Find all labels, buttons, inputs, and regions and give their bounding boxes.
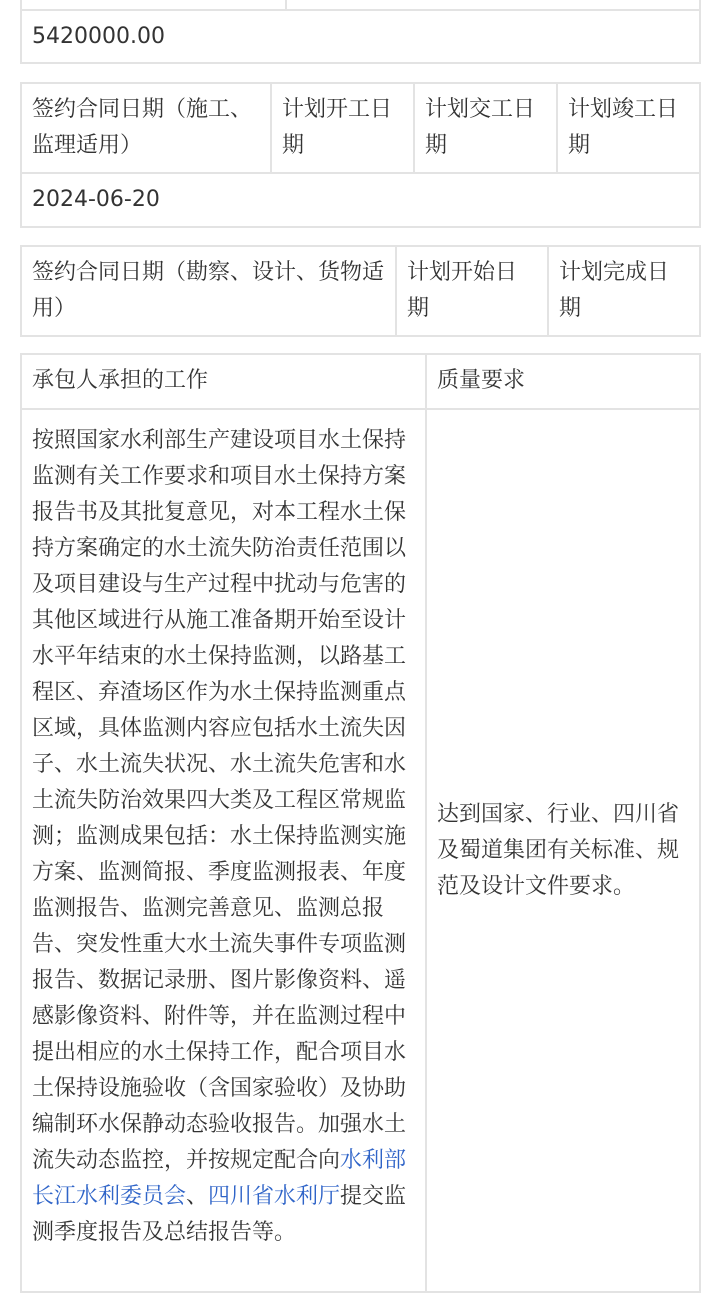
contract-date-header: 签约合同日期（施工、监理适用） bbox=[21, 83, 271, 173]
contract-date-header: 签约合同日期（勘察、设计、货物适用） bbox=[21, 246, 396, 336]
planned-start-header: 计划开工日期 bbox=[271, 83, 414, 173]
table-header-row bbox=[21, 246, 700, 336]
work-scope-table bbox=[20, 353, 701, 1293]
table-header-row bbox=[21, 354, 700, 409]
work-header: 承包人承担的工作 bbox=[21, 354, 426, 409]
link-sichuan-water-dept[interactable]: 四川省水利厅 bbox=[208, 1184, 341, 1209]
work-description bbox=[21, 409, 426, 1292]
table-row bbox=[21, 10, 700, 63]
contract-amount-value: 5420000.00 bbox=[21, 10, 700, 63]
quality-requirement: 达到国家、行业、四川省及蜀道集团有关标准、规范及设计文件要求。 bbox=[426, 409, 700, 1292]
planned-finish-header: 计划完成日期 bbox=[548, 246, 700, 336]
table-header-cell bbox=[286, 0, 700, 10]
construction-dates-table bbox=[20, 82, 701, 228]
table-header-row bbox=[21, 83, 700, 173]
table-row bbox=[21, 173, 700, 227]
contract-amount-table bbox=[20, 0, 701, 64]
planned-start-header: 计划开始日期 bbox=[396, 246, 548, 336]
work-text-main: 按照国家水利部生产建设项目水土保持监测有关工作要求和项目水土保持方案报告书及其批复意见，对本工程水土保持方案确定的水土流失防治责任范围以及项目建设与生产过程中扰动与危害的其他区域进行从施工准备期开始至设计水平年结束的水土保持监测，以路基工程区、弃渣场区作为水土保持监测重点区域，具体监测内容应包括水土流失因子、水土流失状况、水土流失危害和水土流失防治效果四大类及工程区常规监测；监测成果包括：水土保持监测实施方案、监测简报、季度监测报表、年度监测报告、监测完善意见、监测总报告、突发性重大水土流失事件专项监测报告、数据记录册、图片影像资料、遥感影像资料、附件等，并在监测过程中提出相应的水土保持工作，配合项目水土保持设施验收（含国家验收）及协助编制环水保静动态验收报告。加强水土流失动态监控，并按规定配合向 bbox=[32, 428, 407, 1173]
planned-handover-header: 计划交工日期 bbox=[414, 83, 557, 173]
table-header-cell bbox=[21, 0, 286, 10]
quality-header: 质量要求 bbox=[426, 354, 700, 409]
separator-text: 、 bbox=[186, 1184, 209, 1209]
contract-date-value: 2024-06-20 bbox=[21, 173, 700, 227]
link-changjiang-commission[interactable]: 水利部长江水利委员会 bbox=[32, 1148, 407, 1209]
table-row bbox=[21, 409, 700, 1292]
planned-completion-header: 计划竣工日期 bbox=[557, 83, 700, 173]
work-text-end: 提交监测季度报告及总结报告等。 bbox=[32, 1184, 407, 1245]
design-dates-table bbox=[20, 245, 701, 337]
table-header-row bbox=[21, 0, 700, 10]
